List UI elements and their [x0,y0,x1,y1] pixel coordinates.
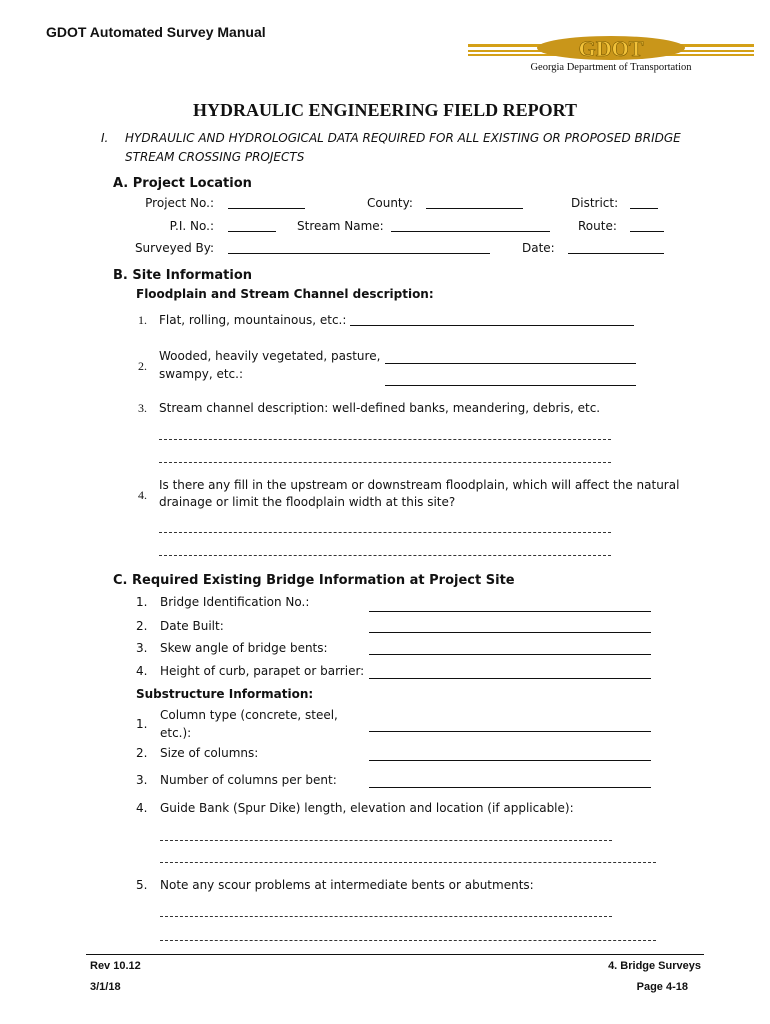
sub-item-1-line2: etc.): [160,726,192,740]
sub-item-4-text: Guide Bank (Spur Dike) length, elevation and location (if applicable): [160,801,574,815]
footer-page-number: Page 4-18 [636,981,688,993]
stream-name-field[interactable] [391,231,550,232]
surveyed-by-field[interactable] [228,253,490,254]
bridge-info-heading: C. Required Existing Bridge Information at Project Site [113,573,515,588]
pi-no-label: P.I. No.: [169,219,214,233]
site-item-4-number: 4. [138,488,147,502]
bridge-item-4-number: 4. [136,664,148,678]
skew-angle-field[interactable] [369,654,651,655]
site-info-subheading: Floodplain and Stream Channel description: [136,287,434,301]
district-label: District: [571,196,619,210]
section-numeral: I. [101,131,109,145]
sub-item-2-number: 2. [136,746,148,760]
section-title-line1: HYDRAULIC AND HYDROLOGICAL DATA REQUIRED FOR ALL EXISTING OR PROPOSED BRIDGE [125,131,681,145]
date-field[interactable] [568,253,664,254]
footer-rule [86,954,704,955]
sub-item-3-number: 3. [136,773,148,787]
route-label: Route: [578,219,617,233]
org-name: Georgia Department of Transportation [530,62,692,73]
site-item-3-text: Stream channel description: well-defined banks, meandering, debris, etc. [159,401,601,415]
scour-field-a[interactable] [160,916,612,917]
county-field[interactable] [426,208,523,209]
guide-bank-field-a[interactable] [160,840,612,841]
bridge-item-2-text: Date Built: [160,619,224,633]
sub-item-2-text: Size of columns: [160,746,259,760]
scour-field-b[interactable] [160,940,656,941]
project-location-heading: A. Project Location [113,176,252,191]
column-size-field[interactable] [369,760,651,761]
sub-item-1-line1: Column type (concrete, steel, [160,708,338,722]
section-title-line2: STREAM CROSSING PROJECTS [125,150,305,164]
site-item-1-text: Flat, rolling, mountainous, etc.: [159,313,347,327]
gdot-logo [468,34,754,74]
site-item-4-line1: Is there any fill in the upstream or downstream floodplain, which will affect the natural [159,478,680,492]
site-item-1-field[interactable] [350,325,634,326]
project-no-field[interactable] [228,208,305,209]
sub-item-4-number: 4. [136,801,148,815]
substructure-heading: Substructure Information: [136,687,314,701]
sub-item-5-text: Note any scour problems at intermediate bents or abutments: [160,878,534,892]
footer-revision: Rev 10.12 [90,960,141,972]
site-item-3-field-b[interactable] [159,462,611,463]
guide-bank-field-b[interactable] [160,862,656,863]
column-type-field[interactable] [369,731,651,732]
date-label: Date: [522,241,555,255]
columns-per-bent-field[interactable] [369,787,651,788]
bridge-id-field[interactable] [369,611,651,612]
project-no-label: Project No.: [145,196,214,210]
site-info-heading: B. Site Information [113,268,253,283]
site-item-2-line1: Wooded, heavily vegetated, pasture, [159,349,381,363]
district-field[interactable] [630,208,658,209]
bridge-item-4-text: Height of curb, parapet or barrier: [160,664,365,678]
date-built-field[interactable] [369,632,651,633]
bridge-item-3-text: Skew angle of bridge bents: [160,641,328,655]
pi-no-field[interactable] [228,231,276,232]
bridge-item-3-number: 3. [136,641,148,655]
sub-item-3-text: Number of columns per bent: [160,773,337,787]
site-item-4-field-b[interactable] [159,555,611,556]
bridge-item-1-number: 1. [136,595,148,609]
site-item-4-line2: drainage or limit the floodplain width at this site? [159,495,456,509]
site-item-3-number: 3. [138,401,147,415]
curb-height-field[interactable] [369,678,651,679]
route-field[interactable] [630,231,664,232]
manual-title: GDOT Automated Survey Manual [46,24,266,40]
sub-item-1-number: 1. [136,717,148,731]
county-label: County: [367,196,413,210]
page-title: HYDRAULIC ENGINEERING FIELD REPORT [193,100,577,120]
site-item-2-field-a[interactable] [385,363,636,364]
logo-wordmark: GDOT [578,36,644,61]
stream-name-label: Stream Name: [297,219,384,233]
sub-item-5-number: 5. [136,878,148,892]
site-item-4-field-a[interactable] [159,532,611,533]
bridge-item-1-text: Bridge Identification No.: [160,595,310,609]
footer-date: 3/1/18 [90,981,121,993]
surveyed-by-label: Surveyed By: [134,241,214,255]
site-item-2-field-b[interactable] [385,385,636,386]
site-item-2-number: 2. [138,359,147,373]
site-item-2-line2: swampy, etc.: [159,367,243,381]
site-item-1-number: 1. [138,313,147,327]
bridge-item-2-number: 2. [136,619,148,633]
footer-chapter: 4. Bridge Surveys [608,960,701,972]
site-item-3-field-a[interactable] [159,439,611,440]
